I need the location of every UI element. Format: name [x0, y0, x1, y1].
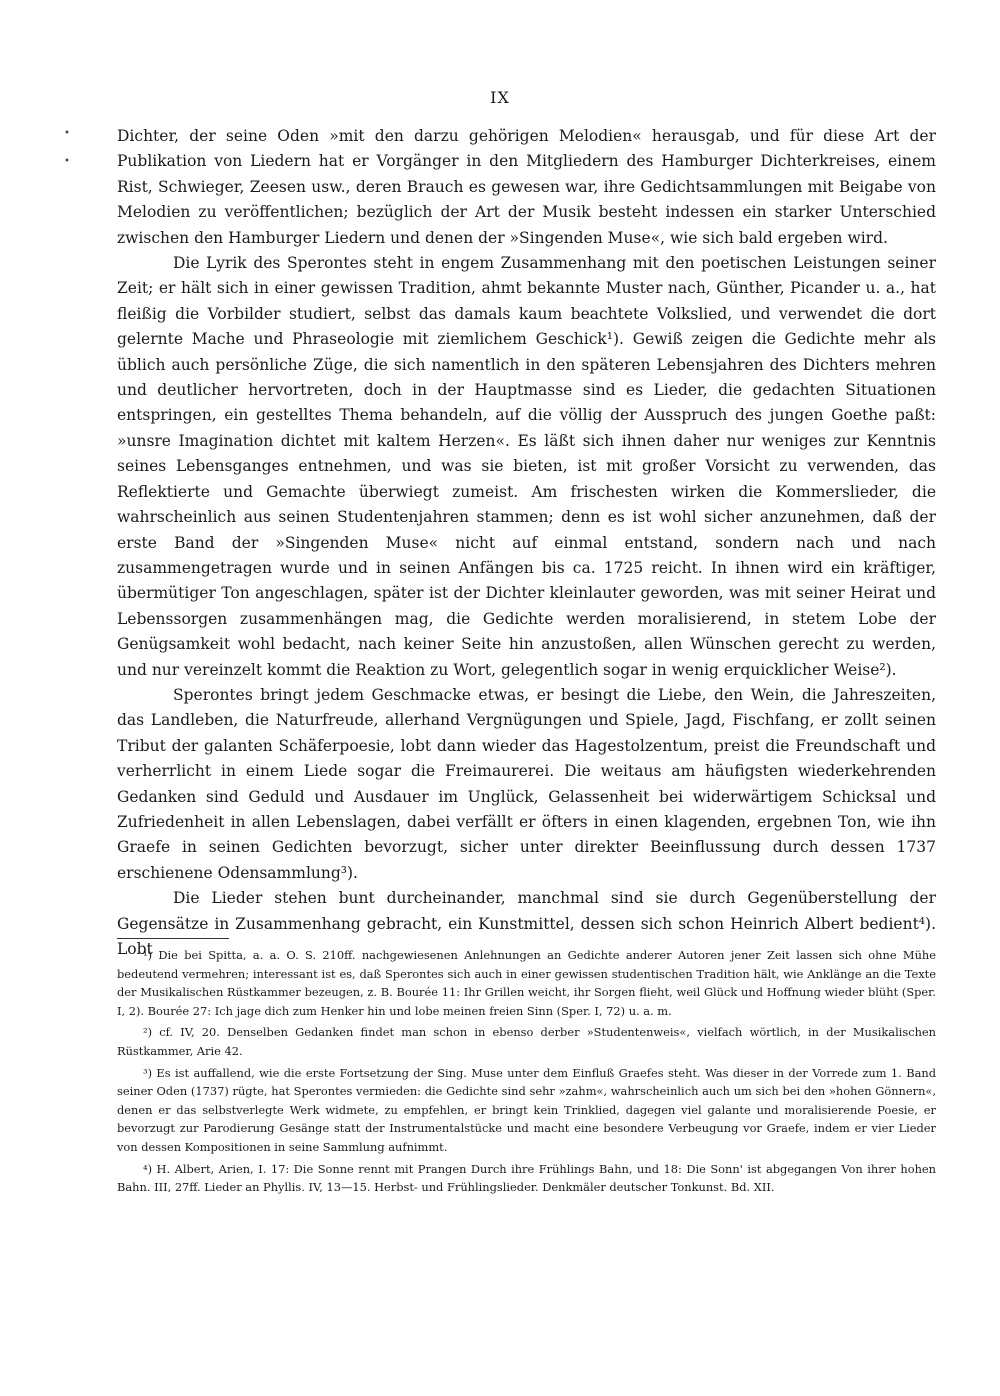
page-number: IX: [490, 88, 510, 107]
footnote: ⁴) H. Albert, Arien, I. 17: Die Sonne rennt mit Prangen Durch ihre Frühlings Bahn, und 18: Die Sonn' ist abgegangen Von ihrer hohen Bahn. III, 27ff. Lieder an Phyllis. IV, 13—15. Herbst- und Frühlingslieder. Denkmäler deutscher Tonkunst. Bd. XII.: [117, 1161, 936, 1195]
footnote: ³) Es ist auffallend, wie die erste Fortsetzung der Sing. Muse unter dem Einfluß Graefes steht. Was dieser in der Vorrede zum 1. Band seiner Oden (1737) rügte, hat Sperontes vermieden: die Gedichte sind sehr »zahm«, wahrscheinlich auch um sich bei den »hohen Gönnern«, denen er das selbstverlegte Werk widmete, zu empfehlen, er bringt kein Trinklied, dagegen viel galante und moralisierende Poesie, er bevorzugt zur Parodierung Gesänge statt der Instrumentalstücke und macht eine besondere Verbeugung vor Graefe, indem er vier Lieder von dessen Kompositionen in seine Sammlung aufnimmt.: [117, 1065, 936, 1154]
footnote-divider: [117, 938, 229, 939]
main-text: [117, 124, 936, 962]
footnotes: [117, 946, 936, 1200]
margin-mark: •: [64, 128, 70, 139]
margin-mark: •: [64, 156, 70, 167]
footnote: ²) cf. IV, 20. Denselben Gedanken findet man schon in ebenso derber »Studentenweis«, vielfach wörtlich, in der Musikalischen Rüstkammer, Arie 42.: [117, 1025, 936, 1058]
paragraph: Sperontes bringt jedem Geschmacke etwas, er besingt die Liebe, den Wein, die Jahreszeiten, das Landleben, die Naturfreude, allerhand Vergnügungen und Spiele, Jagd, Fischfang, er zollt seinen Tribut der galanten Schäferpoesie, lobt dann wieder das Hagestolzentum, preist die Freundschaft und verherrlicht in einem Liede sogar die Freimaurerei. Die weitaus am häufigsten wiederkehrenden Gedanken sind Geduld und Ausdauer im Unglück, Gelassenheit bei widerwärtigem Schicksal und Zufriedenheit in allen Lebenslagen, dabei verfällt er öfters in einen klagenden, ergebnen Ton, wie ihn Graefe in seinen Gedichten bevorzugt, sicher unter direkter Beeinflussung durch dessen 1737 erschienene Odensammlung³).: [117, 685, 936, 882]
paragraph: Dichter, der seine Oden »mit den darzu gehörigen Melodien« herausgab, und für diese Art der Publikation von Liedern hat er Vorgänger in den Mitgliedern des Hamburger Dichterkreises, einem Rist, Schwieger, Zeesen usw., deren Brauch es gewesen war, ihre Gedichtsammlungen mit Beigabe von Melodien zu veröffentlichen; bezüglich der Art der Musik besteht indessen ein starker Unterschied zwischen den Hamburger Liedern und denen der »Singenden Muse«, wie sich bald ergeben wird.: [117, 127, 936, 247]
paragraph: Die Lieder stehen bunt durcheinander, manchmal sind sie durch Gegenüberstellung der Gegensätze in Zusammenhang gebracht, ein Kunstmittel, dessen sich schon Heinrich Albert bedient⁴). Lobt: [117, 889, 936, 958]
paragraph: Die Lyrik des Sperontes steht in engem Zusammenhang mit den poetischen Leistungen seiner Zeit; er hält sich in einer gewissen Tradition, ahmt bekannte Muster nach, Günther, Picander u. a., hat fleißig die Vorbilder studiert, selbst das damals kaum beachtete Volkslied, und verwendet die dort gelernte Mache und Phraseologie mit ziemlichem Geschick¹). Gewiß zeigen die Gedichte mehr als üblich auch persönliche Züge, die sich namentlich in den späteren Lebensjahren des Dichters mehren und deutlicher hervortreten, doch in der Hauptmasse sind es Lieder, die gedachten Situationen entspringen, ein gestelltes Thema behandeln, auf die völlig der Ausspruch des jungen Goethe paßt: »unsre Imagination dichtet mit kaltem Herzen«. Es läßt sich ihnen daher nur weniges zur Kenntnis seines Lebensganges entnehmen, und was sie bieten, ist mit großer Vorsicht zu verwenden, das Reflektierte und Gemachte überwiegt zumeist. Am frischesten wirken die Kommerslieder, die wahrscheinlich aus seinen Studentenjahren stammen; denn es ist wohl sicher anzunehmen, daß der erste Band der »Singenden Muse« nicht auf einmal entstand, sondern nach und nach zusammengetragen wurde und in seinen Anfängen bis ca. 1725 reicht. In ihnen wird ein kräftiger, übermütiger Ton angeschlagen, später ist der Dichter kleinlauter geworden, was mit seiner Heirat und Lebenssorgen zusammenhängen mag, die Gedichte werden moralisierend, in stetem Lobe der Genügsamkeit wohl bedacht, nach keiner Seite hin anzustoßen, allen Wünschen gerecht zu werden, und nur vereinzelt kommt die Reaktion zu Wort, gelegentlich sogar in wenig erquicklicher Weise²).: [117, 254, 936, 679]
footnote: ¹) Die bei Spitta, a. a. O. S. 210ff. nachgewiesenen Anlehnungen an Gedichte anderer Autoren jener Zeit lassen sich ohne Mühe bedeutend vermehren; interessant ist es, daß Sperontes sich auch in einer gewissen studentischen Tradition hält, wie Anklänge an die Texte der Musikalischen Rüstkammer bezeugen, z. B. Bourée 11: Ihr Grillen weicht, ihr Sorgen flieht, weil Glück und Hoffnung wieder blüht (Sper. I, 2). Bourée 27: Ich jage dich zum Henker hin und lobe meinen freien Sinn (Sper. I, 72) u. a. m.: [117, 948, 936, 1018]
